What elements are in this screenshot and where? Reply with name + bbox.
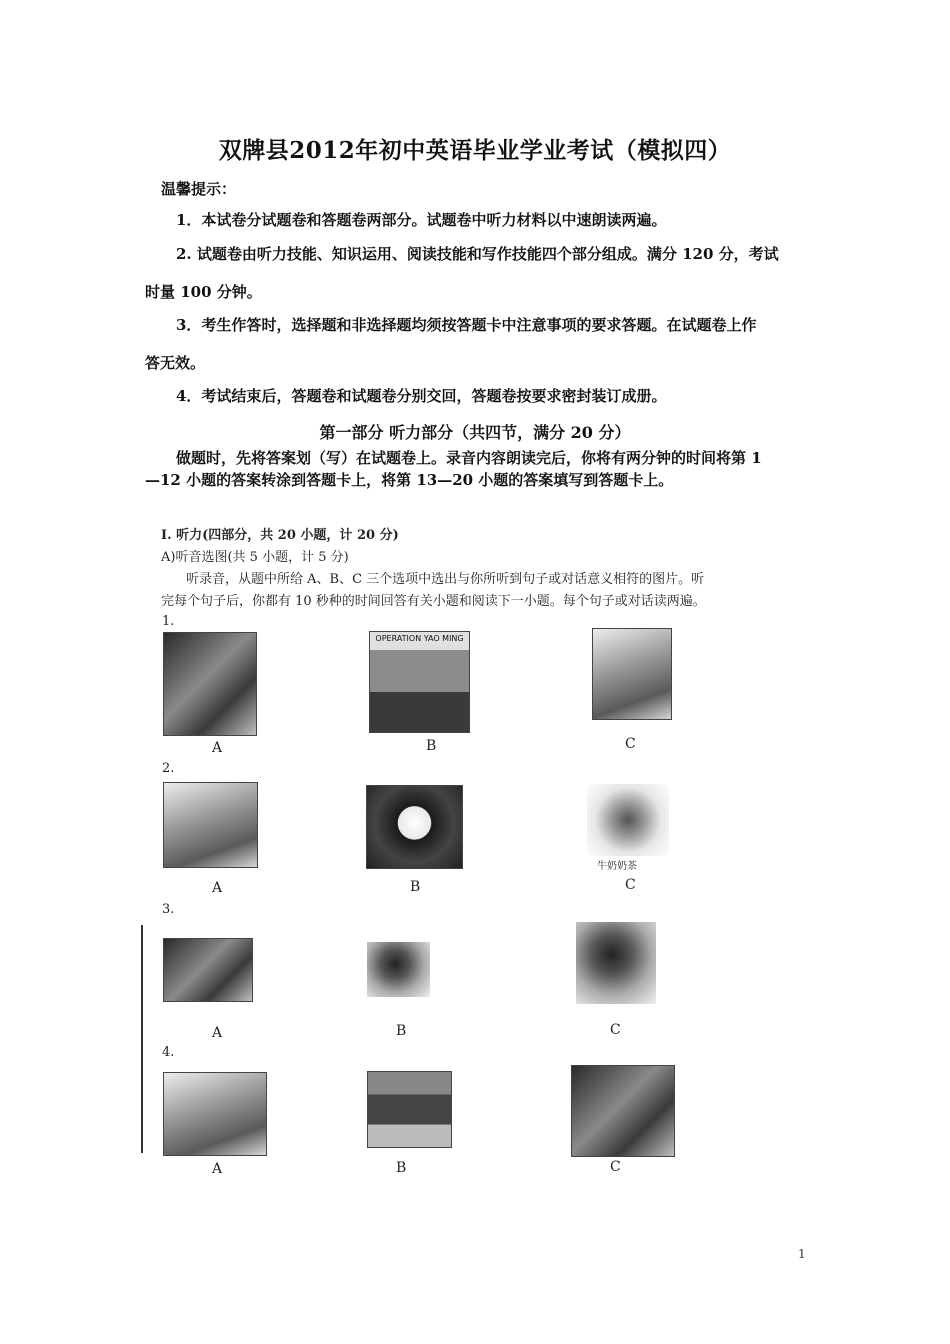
tips-label: 温馨提示： [161,180,237,198]
q2-caption-c: 牛奶奶茶 [597,861,637,872]
part1-instruction-2: —12 小题的答案转涂到答题卡上，将第 13—20 小题的答案填写到答题卡上。 [145,471,674,489]
q4-label-a: A [212,1161,223,1177]
q3-label-c: C [610,1022,621,1038]
question-2-number: 2. [162,761,175,776]
q3-image-b[interactable] [367,942,430,997]
page-title: 双牌县2012年初中英语毕业学业考试（模拟四） [218,137,732,164]
q4-label-c: C [610,1159,621,1175]
q3-label-b: B [396,1023,407,1039]
question-3-number: 3. [162,902,175,917]
q3-label-a: A [212,1025,223,1041]
listening-section-heading: Ⅰ. 听力(四部分，共 20 小题，计 20 分) [161,528,399,543]
q1-label-c: C [625,736,636,752]
q2-label-b: B [410,879,421,895]
q3-image-a[interactable] [163,938,253,1002]
tip-1: 1．本试卷分试题卷和答题卷两部分。试题卷中听力材料以中速朗读两遍。 [176,211,667,229]
q2-label-c: C [625,877,636,893]
q2-label-a: A [212,880,223,896]
tip-2: 2. 试题卷由听力技能、知识运用、阅读技能和写作技能四个部分组成。满分 120 分，考试 [176,245,779,263]
q2-image-c[interactable] [587,784,669,856]
q4-image-c-motorbike[interactable] [571,1065,675,1157]
q4-label-b: B [396,1160,407,1176]
q2-image-b[interactable] [366,785,463,869]
q4-image-a-bicycle[interactable] [163,1072,267,1156]
q2-image-a[interactable] [163,782,258,868]
q1-image-a[interactable] [163,632,257,736]
q1-label-a: A [212,740,223,756]
part1-instruction-1: 做题时，先将答案划（写）在试题卷上。录音内容朗读完后，你将有两分钟的时间将第 1 [176,449,762,467]
q1-label-b: B [426,738,437,754]
scan-edge [141,925,143,1153]
listening-intro-2: 完每个句子后，你都有 10 秒种的时间回答有关小题和阅读下一小题。每个句子或对话读两遍。 [161,594,706,609]
question-1-number: 1. [162,614,175,629]
tip-3: 3．考生作答时，选择题和非选择题均须按答题卡中注意事项的要求答题。在试题卷上作 [176,316,757,334]
q1-book-title: OPERATION YAO MING [375,634,464,643]
tip-4: 4．考试结束后，答题卷和试题卷分别交回，答题卷按要求密封装订成册。 [176,387,667,405]
question-4-number: 4. [162,1045,175,1060]
q1-image-c[interactable] [592,628,672,720]
part1-heading: 第一部分 听力部分（共四节，满分 20 分） [319,423,631,442]
tip-3-cont: 答无效。 [145,354,206,372]
q3-image-c[interactable] [576,922,656,1004]
listening-sub-a: A)听音选图(共 5 小题，计 5 分) [161,550,349,565]
page-number: 1 [798,1247,806,1261]
listening-intro-1: 听录音，从题中所给 A、B、C 三个选项中选出与你所听到句子或对话意义相符的图片。听 [186,572,705,587]
q4-image-b-car[interactable] [367,1071,452,1148]
tip-2-cont: 时量 100 分钟。 [145,283,262,301]
q1-image-b-book[interactable] [369,631,470,733]
